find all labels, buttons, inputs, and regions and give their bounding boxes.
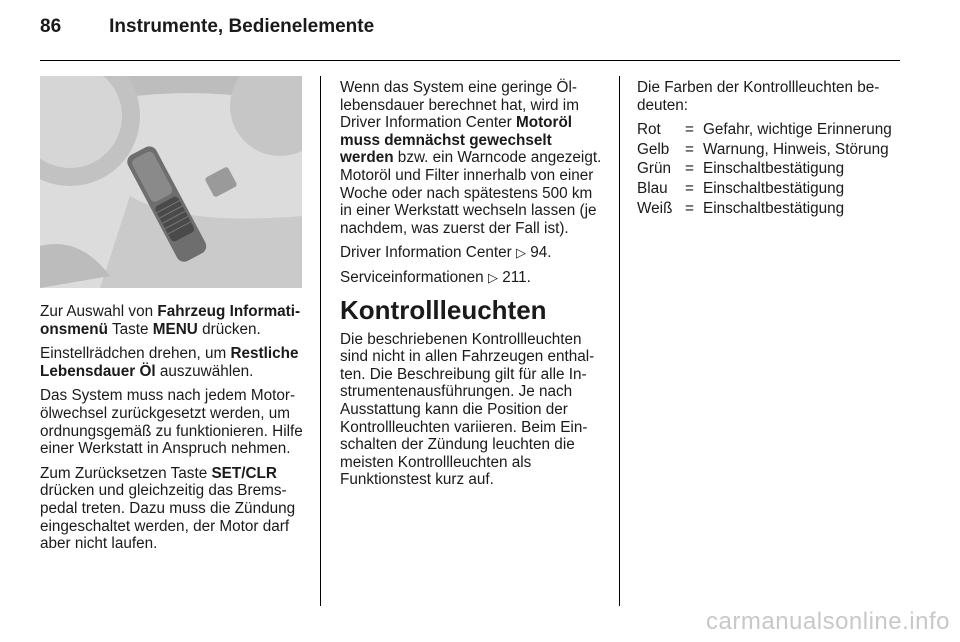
table-row [637,200,892,220]
page-ref[interactable]: 211. [502,268,531,286]
column-3 [637,79,905,219]
text: Zum Zurücksetzen Taste [40,464,212,482]
color-meaning: Einschaltbestätigung [703,160,845,178]
color-name: Blau [637,179,668,197]
watermark: carmanualsonline.info [706,608,950,635]
table-row [637,141,892,161]
stalk-illustration [40,76,302,288]
bold-term: SET/CLR [211,464,277,482]
bold-term: Motoröl muss demnächst gewechselt werden [340,114,573,167]
color-name: Weiß [637,199,673,217]
text: Driver Information Center [340,244,516,262]
color-meaning: Warnung, Hinweis, Störung [703,140,889,158]
paragraph [40,465,306,553]
triangle-arrow-icon[interactable]: ▷ [515,245,526,261]
text: Einstellrädchen drehen, um [40,345,231,363]
equals-sign: = [685,199,694,217]
text: Zur Auswahl von [40,303,158,320]
column-divider [320,76,321,606]
paragraph [40,303,306,338]
bold-term: MENU [152,320,198,338]
paragraph: Die beschriebenen Kontrollleuchten sind nicht in allen Fahrzeugen enthalten. Die Beschreibung gilt für alle Instrumentenausführungen. Je nach Ausstattung kann die Position der Kontrollleuchten variieren. Beim Einschalten der Zündung leuchten die meisten Kontrollleuchten als Funktionstest kurz auf. [340,330,595,489]
table-row [637,180,892,200]
bold-term: Restliche Lebensdauer Öl [40,345,299,380]
stalk-control-photo [40,76,302,288]
page-title: Instrumente, Bedienelemente [109,16,375,37]
text: auszuwählen. [155,362,254,380]
color-meaning: Gefahr, wichtige Erinnerung [703,121,892,139]
paragraph [340,244,606,262]
table-row [637,121,892,141]
bold-term: Fahrzeug Informationsmenü [40,303,301,338]
paragraph [40,345,306,380]
page-number: 86 [40,16,62,37]
text: drücken und gleichzeitig das Bremspedal treten. Dazu muss die Zündung eingeschaltet werden, der Motor darf aber nicht laufen. [40,482,296,553]
column-2 [340,79,606,496]
color-meaning: Einschaltbestätigung [703,179,845,197]
paragraph [340,79,606,237]
paragraph: Die Farben der Kontrollleuchten bedeuten: [637,79,880,114]
text: bzw. ein Warncode angezeigt. Motoröl und Filter innerhalb von einer Woche oder nach spätestens 500 km in einer Werkstatt wechseln lassen (je nachdem, was zuerst der Fall ist). [340,149,602,237]
equals-sign: = [685,179,694,197]
paragraph: Das System muss nach jedem Motorölwechsel zurückgesetzt werden, um ordnungsgemäß zu funktionieren. Hilfe einer Werkstatt in Anspruch nehmen. [40,387,303,458]
paragraph [340,269,606,287]
color-name: Grün [637,160,672,178]
triangle-arrow-icon[interactable]: ▷ [487,269,498,285]
text: drücken. [197,320,261,338]
equals-sign: = [685,160,694,178]
color-meaning: Einschaltbestätigung [703,199,845,217]
color-name: Gelb [637,140,670,158]
text: Serviceinformationen [340,268,488,286]
color-table [637,121,892,219]
column-divider [619,76,620,606]
text: Taste [108,320,153,338]
equals-sign: = [685,140,694,158]
page-header [40,16,374,56]
color-name: Rot [637,121,661,139]
column-1 [40,303,306,560]
table-row [637,160,892,180]
page-ref[interactable]: 94. [530,244,552,262]
equals-sign: = [685,121,694,139]
text: Wenn das System eine geringe Öllebensdauer berechnet hat, wird im Driver Information Center [340,79,579,132]
section-heading: Kontrollleuchten [340,294,547,325]
header-rule [40,60,900,61]
